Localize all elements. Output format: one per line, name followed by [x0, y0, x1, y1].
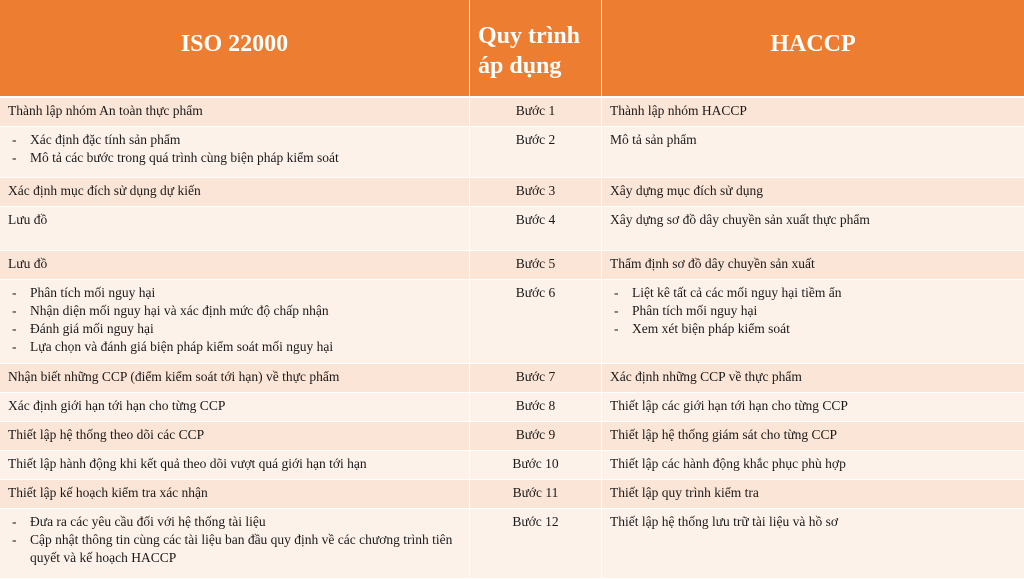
list-item: - Đánh giá mối nguy hại: [8, 320, 469, 338]
table-row: [0, 207, 1024, 251]
step-cell: Bước 1: [470, 98, 602, 126]
list-item: - Phân tích mối nguy hại: [610, 302, 1024, 320]
haccp-cell: Thẩm định sơ đồ dây chuyền sản xuất: [610, 256, 815, 271]
step-cell: Bước 11: [470, 480, 602, 508]
iso-cell: Xác định mục đích sử dụng dự kiến: [0, 178, 470, 206]
iso-cell: [0, 509, 470, 578]
iso-list: [8, 513, 469, 567]
table-row: [0, 127, 1024, 178]
iso-cell: Lưu đồ: [0, 207, 470, 250]
step-cell: Bước 6: [470, 280, 602, 363]
step-cell: Bước 8: [470, 393, 602, 421]
step-cell: Bước 9: [470, 422, 602, 450]
list-item: - Xác định đặc tính sản phẩm: [8, 131, 469, 149]
list-item: - Xem xét biện pháp kiểm soát: [610, 320, 1024, 338]
table-row: [0, 280, 1024, 364]
header-process-line2: áp dụng: [478, 53, 562, 79]
iso-cell: Thiết lập hành động khi kết quả theo dõi vượt quá giới hạn tới hạn: [0, 451, 470, 479]
haccp-cell: [602, 280, 1024, 363]
header-iso: ISO 22000: [0, 0, 470, 96]
step-cell: Bước 3: [470, 178, 602, 206]
step-cell: Bước 4: [470, 207, 602, 250]
list-item: - Đưa ra các yêu cầu đối với hệ thống tài liệu: [8, 513, 469, 531]
header-process: [470, 0, 602, 96]
iso-cell: Thành lập nhóm An toàn thực phẩm: [0, 98, 470, 126]
step-cell: Bước 7: [470, 364, 602, 392]
table-row: [0, 422, 1024, 451]
list-item: - Lựa chọn và đánh giá biện pháp kiểm soát mối nguy hại: [8, 338, 469, 356]
table-row: [0, 509, 1024, 579]
table-row: [0, 451, 1024, 480]
iso-list: [8, 284, 469, 356]
iso-cell: Thiết lập hệ thống theo dõi các CCP: [0, 422, 470, 450]
haccp-cell: Thiết lập các hành động khắc phục phù hợp: [610, 456, 846, 471]
step-cell: Bước 2: [470, 127, 602, 177]
list-item: - Liệt kê tất cả các mối nguy hại tiềm ẩn: [610, 284, 1024, 302]
header-process-line1: Quy trình: [478, 23, 581, 49]
table-row: [0, 364, 1024, 393]
haccp-list: [610, 284, 1024, 338]
header-haccp: HACCP: [770, 30, 856, 57]
list-item: - Phân tích mối nguy hại: [8, 284, 469, 302]
iso-cell: Xác định giới hạn tới hạn cho từng CCP: [0, 393, 470, 421]
table-row: [0, 98, 1024, 127]
list-item: - Nhận diện mối nguy hại và xác định mức độ chấp nhận: [8, 302, 469, 320]
haccp-cell: Xây dựng mục đích sử dụng: [610, 183, 763, 198]
haccp-cell: Thiết lập quy trình kiểm tra: [610, 485, 759, 500]
haccp-cell: Thành lập nhóm HACCP: [610, 103, 747, 118]
table-row: [0, 178, 1024, 207]
step-cell: Bước 12: [470, 509, 602, 578]
iso-cell: [0, 127, 470, 177]
iso-cell: Nhận biết những CCP (điểm kiểm soát tới hạn) về thực phẩm: [0, 364, 470, 392]
haccp-cell: Thiết lập hệ thống lưu trữ tài liệu và hồ sơ: [610, 514, 838, 529]
table-header: [0, 0, 1024, 98]
step-cell: Bước 5: [470, 251, 602, 279]
iso-cell: [0, 280, 470, 363]
haccp-cell: Mô tả sản phẩm: [610, 132, 697, 147]
step-cell: Bước 10: [470, 451, 602, 479]
list-item: - Cập nhật thông tin cùng các tài liệu ban đầu quy định về các chương trình tiên quyết và kế hoạch HACCP: [8, 531, 469, 567]
table-row: [0, 251, 1024, 280]
haccp-cell: Xây dựng sơ đồ dây chuyền sản xuất thực phẩm: [610, 212, 870, 227]
haccp-cell: Thiết lập hệ thống giám sát cho từng CCP: [610, 427, 838, 442]
list-item: - Mô tả các bước trong quá trình cùng biện pháp kiểm soát: [8, 149, 469, 167]
iso-list: [8, 131, 469, 167]
iso-cell: Thiết lập kế hoạch kiểm tra xác nhận: [0, 480, 470, 508]
haccp-cell: Thiết lập các giới hạn tới hạn cho từng CCP: [610, 398, 848, 413]
table-row: [0, 393, 1024, 422]
table-row: [0, 480, 1024, 509]
iso-cell: Lưu đồ: [0, 251, 470, 279]
haccp-cell: Xác định những CCP về thực phẩm: [610, 369, 802, 384]
